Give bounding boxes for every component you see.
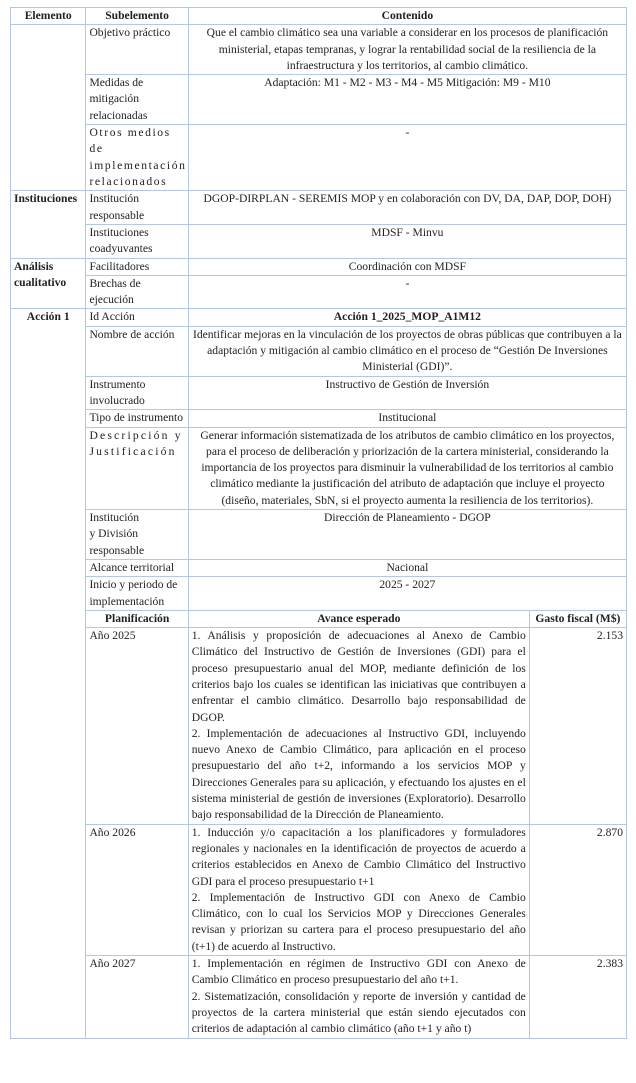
subelemento-cell: Tipo de instrumento (86, 410, 188, 427)
subelemento-cell (86, 510, 188, 560)
subelemento-cell: Medidas de mitigación relacionadas (86, 75, 188, 125)
contenido-cell: MDSF - Minvu (188, 224, 626, 258)
contenido-cell: Adaptación: M1 - M2 - M3 - M4 - M5 Mitigación: M9 - M10 (188, 75, 626, 125)
contenido-cell: Coordinación con MDSF (188, 258, 626, 275)
contenido-cell: Institucional (188, 410, 626, 427)
table-row (11, 309, 627, 326)
contenido-cell: Identificar mejoras en la vinculación de los proyectos de obras públicas que contribuyen a la adaptación y mitigación al cambio climático en el proceso de “Gestión De Inversiones Ministerial (GDI)”. (188, 326, 626, 376)
elemento-analisis: Análisis cualitativo (11, 258, 86, 309)
table-row (11, 75, 627, 125)
avance-item: 1. Inducción y/o capacitación a los planificadores y formuladores regionales y nacionales en la identificación de proyectos de acuerdo a criterios establecidos en Anexo de Cambio Climático del Instructivo GDI para el proceso presupuestario t+1 (191, 825, 526, 888)
table-row (11, 559, 627, 576)
table-row (11, 376, 627, 410)
contenido-cell: Dirección de Planeamiento - DGOP (188, 510, 626, 560)
table-row (11, 427, 627, 509)
table-row (11, 410, 627, 427)
elemento-instituciones: Instituciones (11, 191, 86, 258)
table-row (11, 25, 627, 75)
year-cell: Año 2026 (86, 824, 188, 955)
subelemento-cell: Brechas de ejecución (86, 275, 188, 309)
header-row (11, 8, 627, 25)
avance-item: 2. Implementación de Instructivo GDI con Anexo de Cambio Climático, con lo cual los Servicios MOP y Direcciones Generales revisan y priorizan su cartera para el proceso presupuestario del año (t+1) de acuerdo al Instructivo. (191, 890, 526, 953)
avance-item: 2. Sistematización, consolidación y reporte de inversión y cantidad de proyectos de la cartera ministerial que están siendo ejecutados con criterios de adaptación al cambio climático (año t+1 y año t) (191, 989, 526, 1036)
contenido-cell: Nacional (188, 559, 626, 576)
year-cell: Año 2025 (86, 628, 188, 825)
avance-cell (188, 956, 529, 1038)
table-row (11, 275, 627, 309)
contenido-cell: Instructivo de Gestión de Inversión (188, 376, 626, 410)
gasto-cell: 2.383 (529, 956, 626, 1038)
header-planificacion: Planificación (86, 610, 188, 627)
subelemento-cell: Id Acción (86, 309, 188, 326)
year-cell: Año 2027 (86, 956, 188, 1038)
avance-item: 2. Implementación de adecuaciones al Instructivo GDI, incluyendo nuevo Anexo de Cambio Climático, para aplicación en el proceso presupuestario del año t+2, informando a los servicios MOP y Direcciones Generales para su aplicación, y efectuando los ajustes en el sistema ministerial de gestión de inversiones (Exploratorio). Desarrollo bajo responsabilidad de la Dirección de Planeamiento. (191, 726, 526, 822)
id-accion-value: Acción 1_2025_MOP_A1M12 (188, 309, 626, 326)
header-avance: Avance esperado (188, 610, 529, 627)
planificacion-row (11, 628, 627, 825)
header-subelemento: Subelemento (86, 8, 188, 25)
gasto-cell: 2.870 (529, 824, 626, 955)
table-row (11, 510, 627, 560)
subelemento-cell: Instrumento involucrado (86, 376, 188, 410)
planificacion-header-row (11, 610, 627, 627)
subelemento-cell: Nombre de acción (86, 326, 188, 376)
header-contenido: Contenido (188, 8, 626, 25)
subelemento-cell: Objetivo práctico (86, 25, 188, 75)
contenido-cell: Generar información sistematizada de los atributos de cambio climático en los proyectos, para el proceso de deliberación y priorización de la cartera ministerial, considerando la importancia de los proyectos para disminuir la vulnerabilidad de los territorios al cambio climático mediante la justificación del atributo de adaptación que incluye el proyecto (diseño, materiales, SbN, si el proyecto aumenta la resiliencia de los territorios). (188, 427, 626, 509)
table-row (11, 224, 627, 258)
avance-item: 1. Implementación en régimen de Instructivo GDI con Anexo de Cambio Climático en proceso presupuestario del año t+1. (191, 957, 526, 987)
header-elemento: Elemento (11, 8, 86, 25)
table-row (11, 577, 627, 611)
subelemento-cell: Inicio y periodo de implementación (86, 577, 188, 611)
action-plan-table (10, 7, 627, 1039)
subelemento-cell: Descripción y Justificación (86, 427, 188, 509)
contenido-cell: - (188, 275, 626, 309)
avance-cell (188, 824, 529, 955)
subelemento-cell: Alcance territorial (86, 559, 188, 576)
table-row (11, 191, 627, 225)
subelemento-cell: Institución responsable (86, 191, 188, 225)
avance-cell (188, 628, 529, 825)
header-gasto: Gasto fiscal (M$) (529, 610, 626, 627)
elemento-accion: Acción 1 (11, 309, 86, 1038)
table-row (11, 125, 627, 191)
avance-item: 1. Análisis y proposición de adecuaciones al Anexo de Cambio Climático del Instructivo de Gestión de Inversiones (GDI) para el proceso presupuestario anual del MOP, mediante definición de los criterios bajo los cuales se identifican las iniciativas que contribuyen a enfrentar el cambio climático. Desarrollo bajo responsabilidad de DGOP. (191, 629, 526, 724)
planificacion-row (11, 824, 627, 955)
contenido-cell: - (188, 125, 626, 191)
subelemento-label: Institución y División responsable (89, 511, 145, 557)
contenido-cell: DGOP-DIRPLAN - SEREMIS MOP y en colaboración con DV, DA, DAP, DOP, DOH) (188, 191, 626, 225)
contenido-cell: 2025 - 2027 (188, 577, 626, 611)
subelemento-cell: Otros medios de implementación relacionados (86, 125, 188, 191)
table-row (11, 258, 627, 275)
elemento-empty-cell (11, 25, 86, 191)
subelemento-cell: Facilitadores (86, 258, 188, 275)
planificacion-row (11, 956, 627, 1038)
subelemento-cell: Instituciones coadyuvantes (86, 224, 188, 258)
gasto-cell: 2.153 (529, 628, 626, 825)
table-row (11, 326, 627, 376)
contenido-cell: Que el cambio climático sea una variable a considerar en los procesos de planificación ministerial, etapas tempranas, y lograr la rentabilidad social de la resiliencia de la infraestructura y los territorios, al cambio climático. (188, 25, 626, 75)
